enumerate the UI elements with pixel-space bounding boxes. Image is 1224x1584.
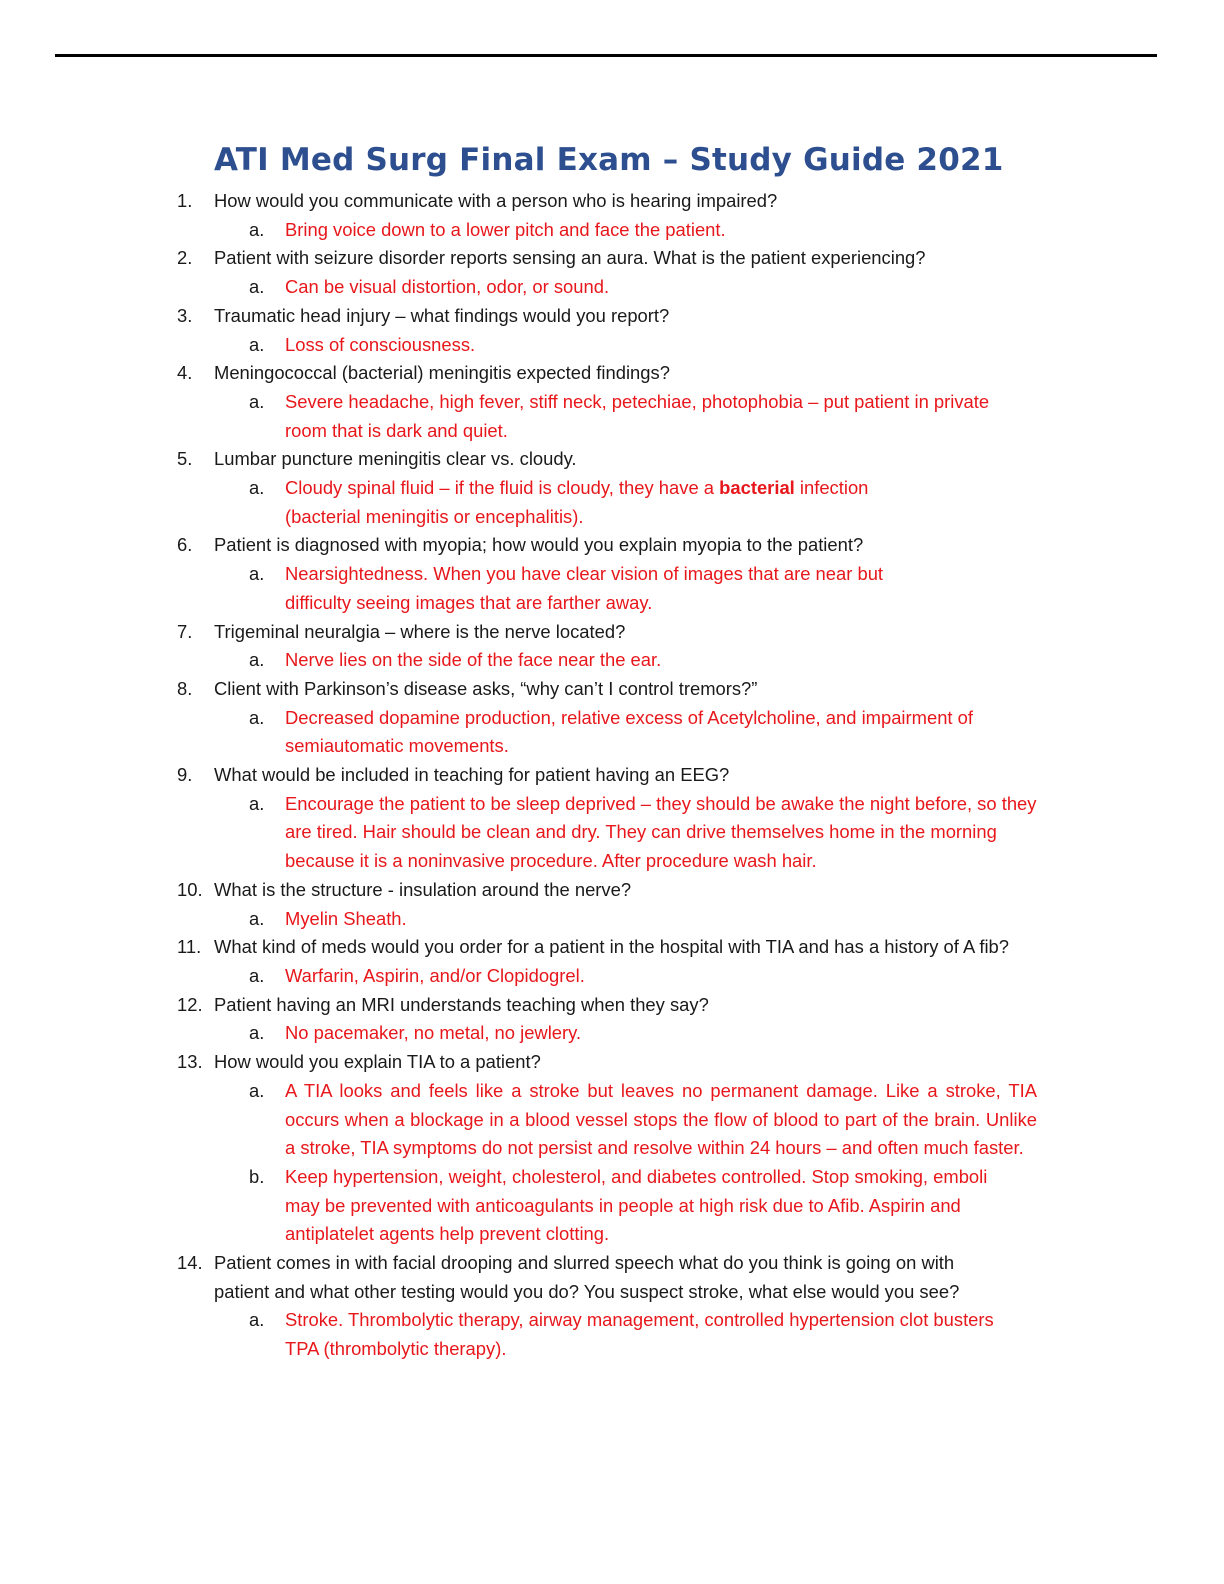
- question-item: [177, 933, 1057, 962]
- answer-item: [177, 1019, 1057, 1048]
- answer-letter: a.: [249, 390, 265, 412]
- answer-letter: a.: [249, 276, 265, 298]
- question-text: How would you explain TIA to a patient?: [214, 1051, 541, 1073]
- answer-text-emphasis: bacterial: [719, 477, 795, 499]
- answer-text: [285, 474, 935, 531]
- answer-letter: a.: [249, 218, 265, 240]
- question-text: Lumbar puncture meningitis clear vs. cloudy.: [214, 448, 577, 470]
- answer-text: Keep hypertension, weight, cholesterol, and diabetes controlled. Stop smoking, emboli may be prevented with anticoagulants in people at high risk due to Afib. Aspirin and antiplatelet agents help prevent clotting.: [285, 1165, 988, 1245]
- page-title: ATI Med Surg Final Exam – Study Guide 2021: [214, 142, 1004, 178]
- question-text: How would you communicate with a person who is hearing impaired?: [214, 190, 778, 211]
- question-text: Client with Parkinson’s disease asks, “why can’t I control tremors?”: [214, 677, 758, 699]
- question-item: [177, 1048, 1057, 1077]
- question-number: 14.: [177, 1252, 203, 1274]
- answer-text: Myelin Sheath.: [285, 907, 407, 929]
- question-number: 5.: [177, 448, 193, 470]
- question-number: 7.: [177, 620, 193, 642]
- answer-letter: a.: [249, 563, 265, 585]
- question-item: [177, 991, 1057, 1020]
- question-number: 9.: [177, 764, 193, 786]
- question-number: 4.: [177, 362, 193, 384]
- answer-item: [177, 331, 1057, 360]
- question-text: Meningococcal (bacterial) meningitis expected findings?: [214, 362, 670, 384]
- question-item: [177, 876, 1057, 905]
- question-number: 12.: [177, 993, 203, 1015]
- answer-item: [177, 646, 1057, 675]
- answer-item: [177, 905, 1057, 934]
- question-item: [177, 187, 1057, 216]
- question-text: Patient comes in with facial drooping and slurred speech what do you think is going on with patient and what other testing would you do? You suspect stroke, what else would you see?: [214, 1252, 960, 1302]
- question-number: 3.: [177, 304, 193, 326]
- question-text: Traumatic head injury – what findings would you report?: [214, 304, 670, 326]
- answer-letter: a.: [249, 1079, 265, 1101]
- answer-text: Encourage the patient to be sleep deprived – they should be awake the night before, so they are tired. Hair should be clean and dry. They can drive themselves home in the morning because it is a noninvasive procedure. After procedure wash hair.: [285, 792, 1037, 872]
- top-divider: [55, 54, 1157, 57]
- question-number: 6.: [177, 534, 193, 556]
- answer-text-part: infection (bacterial meningitis or encephalitis).: [285, 477, 869, 527]
- answer-item: [177, 474, 1057, 531]
- answer-text-part: Cloudy spinal fluid – if the fluid is cloudy, they have a: [285, 477, 720, 499]
- question-item: [177, 445, 1057, 474]
- answer-letter: a.: [249, 1309, 265, 1331]
- answer-item: [177, 216, 1057, 245]
- answer-text: Nerve lies on the side of the face near the ear.: [285, 649, 662, 671]
- question-item: [177, 359, 1057, 388]
- question-item: [177, 675, 1057, 704]
- answer-letter: a.: [249, 649, 265, 671]
- answer-text: A TIA looks and feels like a stroke but leaves no permanent damage. Like a stroke, TIA occurs when a blockage in a blood vessel stops the flow of blood to part of the brain. Unlike a stroke, TIA symptoms do not persist and resolve within 24 hours – and often much faster.: [285, 1079, 1037, 1159]
- question-text: Patient is diagnosed with myopia; how would you explain myopia to the patient?: [214, 534, 864, 556]
- answer-letter: a.: [249, 964, 265, 986]
- answer-item: [177, 1306, 1057, 1363]
- answer-letter: a.: [249, 1022, 265, 1044]
- question-number: 1.: [177, 190, 193, 211]
- answer-item: [177, 704, 1057, 761]
- answer-item: [177, 1077, 1057, 1163]
- answer-letter: a.: [249, 792, 265, 814]
- question-item: [177, 618, 1057, 647]
- answer-text: Warfarin, Aspirin, and/or Clopidogrel.: [285, 964, 585, 986]
- question-item: [177, 1249, 1057, 1306]
- question-item: [177, 531, 1057, 560]
- question-item: [177, 244, 1057, 273]
- answer-text: Nearsightedness. When you have clear vision of images that are near but difficulty seeing images that are farther away.: [285, 563, 884, 613]
- answer-letter: a.: [249, 907, 265, 929]
- question-number: 10.: [177, 878, 203, 900]
- answer-item: [177, 962, 1057, 991]
- question-number: 2.: [177, 247, 193, 269]
- answer-letter: a.: [249, 706, 265, 728]
- question-number: 13.: [177, 1051, 203, 1073]
- question-text: Patient having an MRI understands teaching when they say?: [214, 993, 709, 1015]
- answer-item: [177, 790, 1057, 876]
- answer-text: Severe headache, high fever, stiff neck, petechiae, photophobia – put patient in private room that is dark and quiet.: [285, 390, 990, 441]
- question-text: What kind of meds would you order for a patient in the hospital with TIA and has a history of A fib?: [214, 936, 1009, 958]
- question-list: [177, 187, 1057, 1364]
- answer-text: Loss of consciousness.: [285, 333, 476, 355]
- question-text: Trigeminal neuralgia – where is the nerve located?: [214, 620, 626, 642]
- question-number: 11.: [177, 936, 202, 958]
- answer-text: Can be visual distortion, odor, or sound.: [285, 276, 610, 298]
- answer-item: [177, 388, 1057, 445]
- answer-item: [177, 560, 1057, 617]
- answer-item: [177, 1163, 1057, 1249]
- answer-text: No pacemaker, no metal, no jewlery.: [285, 1022, 582, 1044]
- question-number: 8.: [177, 677, 193, 699]
- answer-letter: b.: [249, 1165, 265, 1187]
- answer-text: Bring voice down to a lower pitch and face the patient.: [285, 218, 726, 240]
- answer-text: Stroke. Thrombolytic therapy, airway management, controlled hypertension clot busters TPA (thrombolytic therapy).: [285, 1309, 994, 1360]
- question-text: What would be included in teaching for patient having an EEG?: [214, 764, 730, 786]
- answer-text: Decreased dopamine production, relative excess of Acetylcholine, and impairment of semiautomatic movements.: [285, 706, 973, 757]
- question-text: Patient with seizure disorder reports sensing an aura. What is the patient experiencing?: [214, 247, 926, 269]
- question-item: [177, 302, 1057, 331]
- answer-letter: a.: [249, 333, 265, 355]
- answer-letter: a.: [249, 477, 265, 499]
- answer-item: [177, 273, 1057, 302]
- question-item: [177, 761, 1057, 790]
- question-text: What is the structure - insulation around the nerve?: [214, 878, 632, 900]
